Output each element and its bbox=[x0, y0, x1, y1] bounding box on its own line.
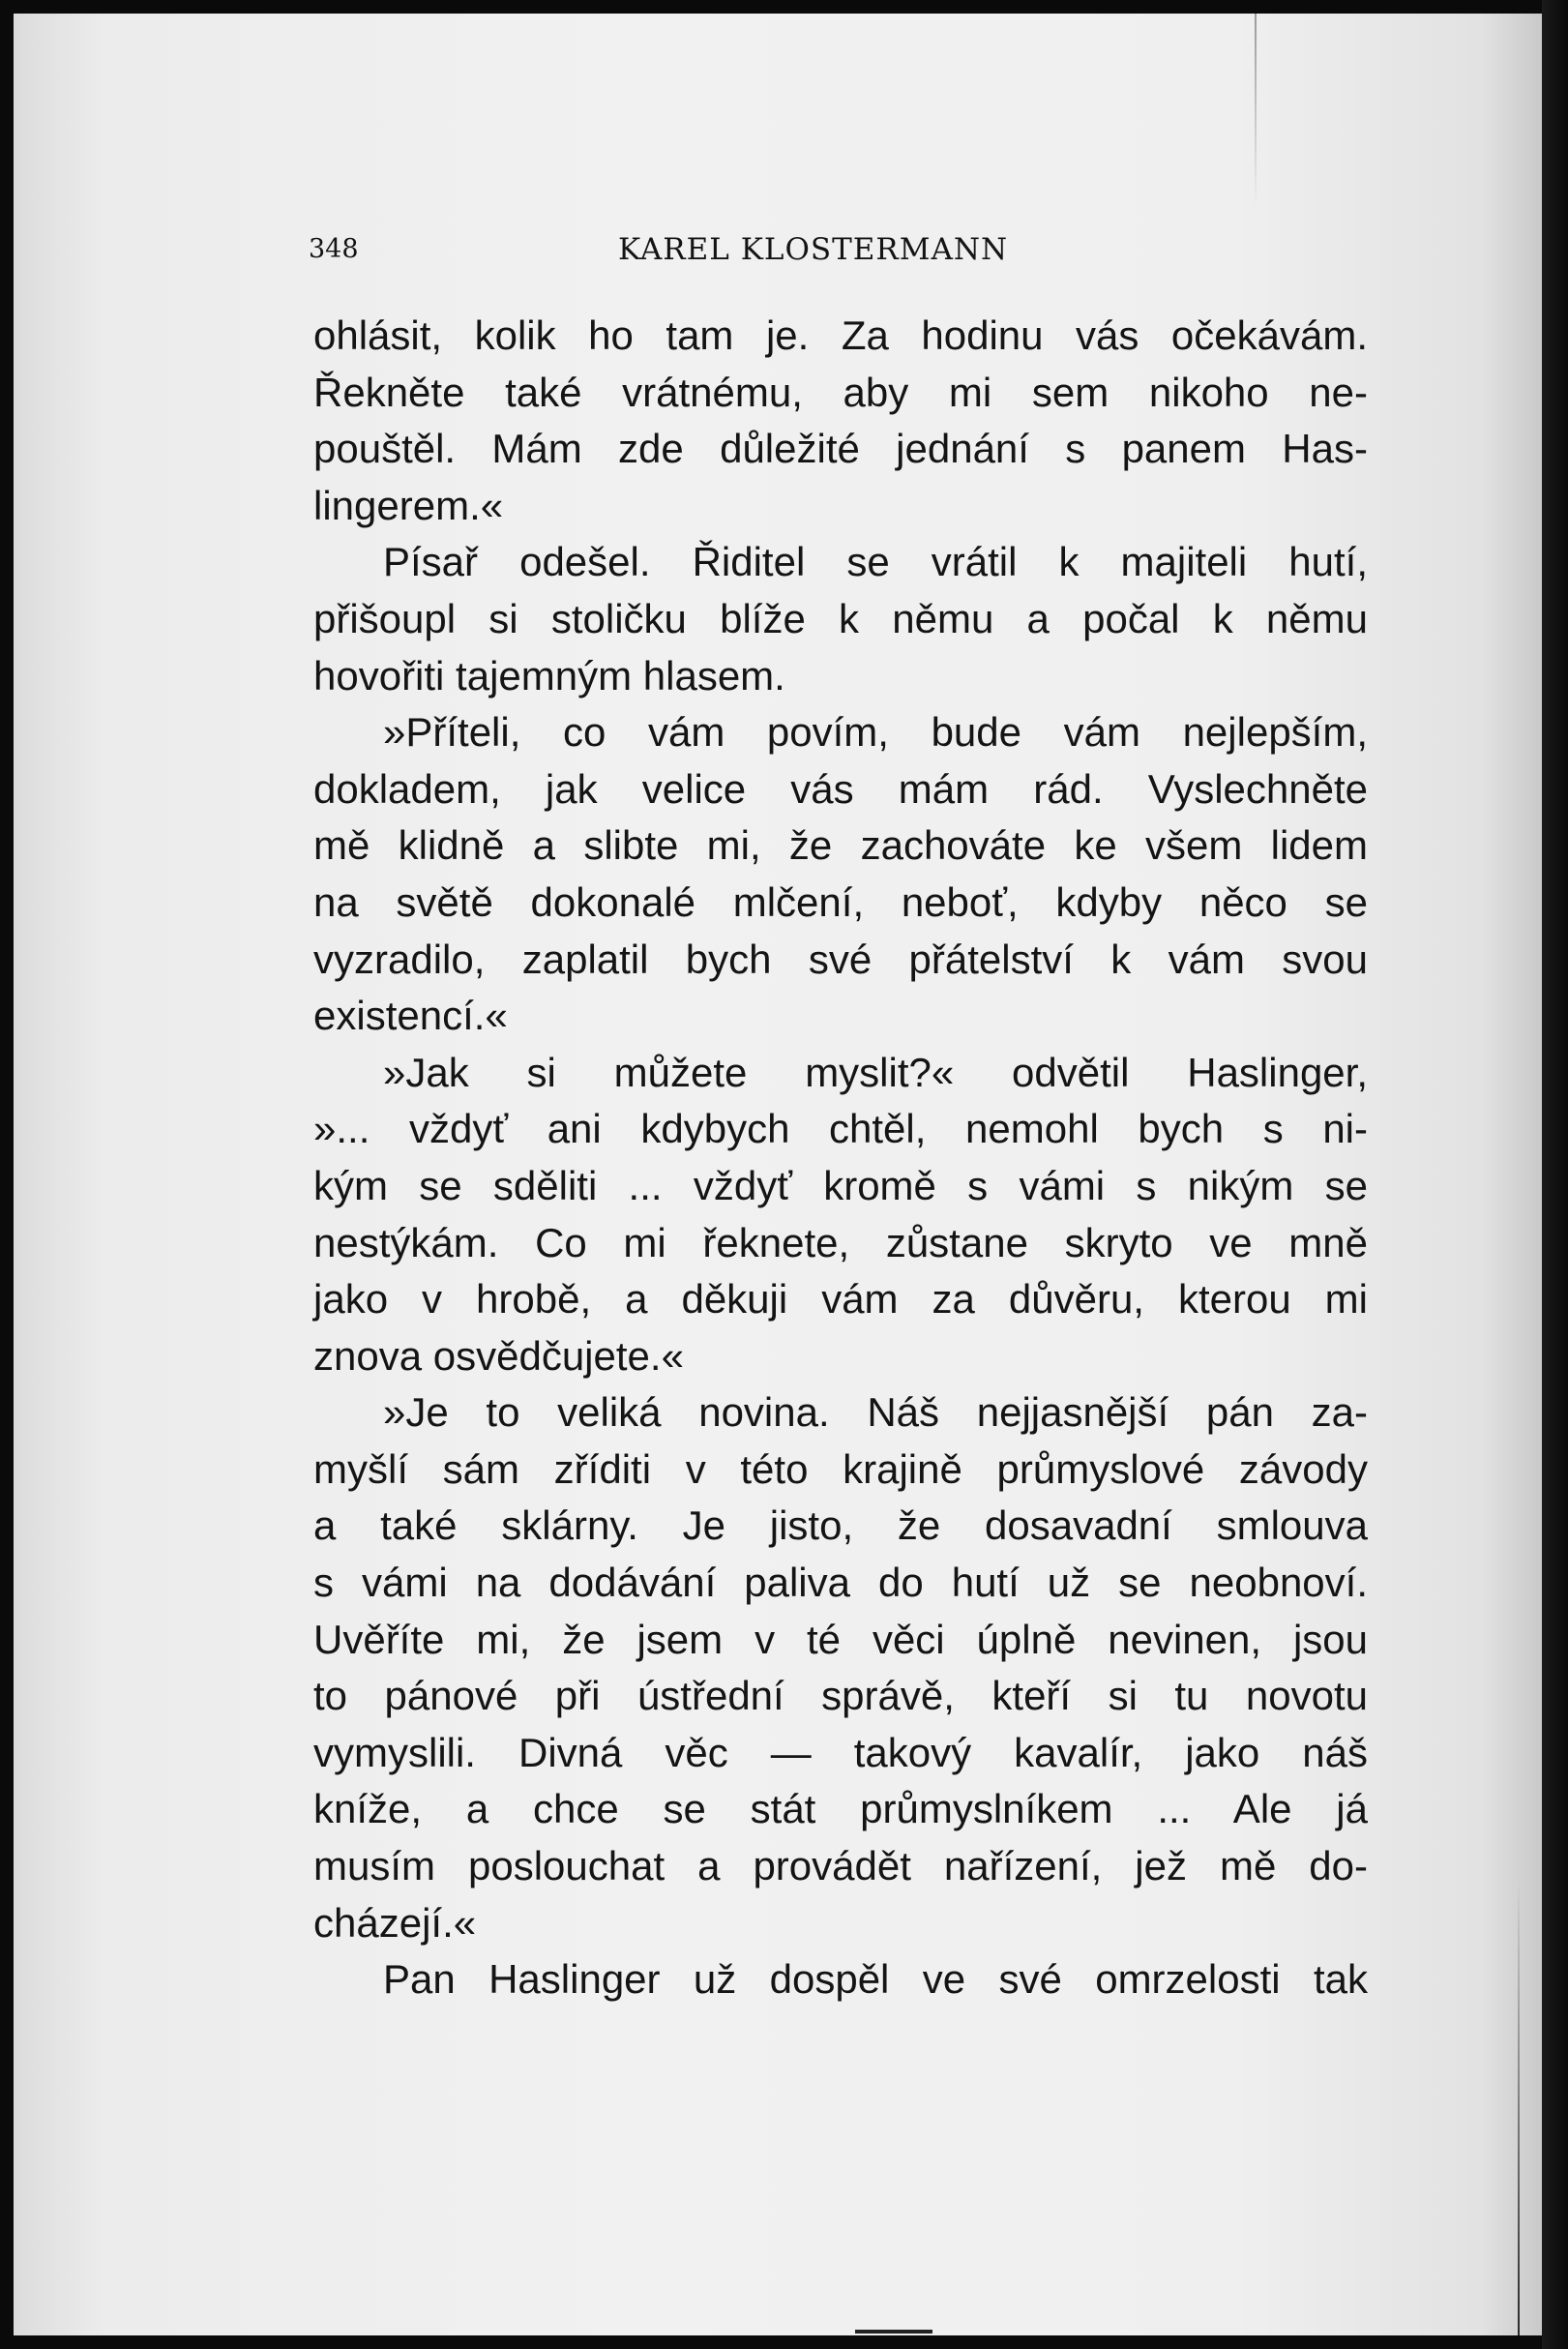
page-number: 348 bbox=[309, 234, 359, 264]
text-line: dokladem, jak velice vás mám rád. Vyslechněte bbox=[313, 765, 1368, 812]
text-line: kým se sděliti ... vždyť kromě s vámi s nikým se bbox=[313, 1162, 1368, 1208]
text-line: Pan Haslinger už dospěl ve své omrzelosti tak bbox=[383, 1956, 1368, 2003]
running-title: KAREL KLOSTERMANN bbox=[618, 232, 1009, 267]
text-line: myšlí sám zříditi v této krajině průmyslové závody bbox=[313, 1445, 1368, 1492]
paragraph bbox=[313, 1384, 1368, 1951]
text-line: kníže, a chce se stát průmyslníkem ... Ale já bbox=[313, 1786, 1368, 1832]
page-header bbox=[294, 228, 1261, 277]
text-line: »... vždyť ani kdybych chtěl, nemohl bych s ni- bbox=[313, 1106, 1368, 1152]
book-page bbox=[14, 14, 1542, 2335]
text-line: jako v hrobě, a děkuji vám za důvěru, kterou mi bbox=[313, 1276, 1368, 1323]
text-line: lingerem.« bbox=[313, 482, 504, 528]
text-line: nestýkám. Co mi řeknete, zůstane skryto ve mně bbox=[313, 1219, 1368, 1265]
text-line: »Jak si můžete myslit?« odvětil Haslinger, bbox=[383, 1049, 1368, 1095]
text-line: Uvěříte mi, že jsem v té věci úplně nevinen, jsou bbox=[313, 1616, 1368, 1662]
paragraph bbox=[313, 308, 1368, 534]
paragraph bbox=[313, 1045, 1368, 1385]
paper-crease-lower bbox=[1518, 1881, 1520, 2335]
text-line: přišoupl si stoličku blíže k němu a počal k němu bbox=[313, 595, 1368, 641]
text-line: mě klidně a slibte mi, že zachováte ke všem lidem bbox=[313, 822, 1368, 869]
text-line: existencí.« bbox=[313, 993, 508, 1039]
text-line: Řekněte také vrátnému, aby mi sem nikoho ne- bbox=[313, 369, 1368, 415]
text-line: to pánové při ústřední správě, kteří si tu novotu bbox=[313, 1673, 1368, 1719]
text-line: musím poslouchat a provádět nařízení, jež mě do- bbox=[313, 1843, 1368, 1889]
paragraph bbox=[313, 534, 1368, 704]
paper-crease bbox=[1255, 14, 1257, 207]
paragraph bbox=[313, 1951, 1368, 2008]
text-line: vyzradilo, zaplatil bych své přátelství k vám svou bbox=[313, 936, 1368, 982]
text-line: na světě dokonalé mlčení, neboť, kdyby něco se bbox=[313, 878, 1368, 925]
text-line: hovořiti tajemným hlasem. bbox=[313, 652, 785, 699]
scan-artifact bbox=[855, 2330, 932, 2334]
body-text bbox=[313, 308, 1368, 2008]
text-line: pouštěl. Mám zde důležité jednání s panem Has- bbox=[313, 426, 1368, 472]
text-line: Písař odešel. Řiditel se vrátil k majiteli hutí, bbox=[383, 539, 1368, 585]
text-line: »Je to veliká novina. Náš nejjasnější pán za- bbox=[383, 1389, 1368, 1436]
text-line: s vámi na dodávání paliva do hutí už se neobnoví. bbox=[313, 1560, 1368, 1606]
text-line: cházejí.« bbox=[313, 1899, 477, 1946]
paragraph bbox=[313, 704, 1368, 1045]
text-line: »Příteli, co vám povím, bude vám nejlepším, bbox=[383, 709, 1368, 756]
text-line: a také sklárny. Je jisto, že dosavadní smlouva bbox=[313, 1502, 1368, 1549]
text-line: vymyslili. Divná věc — takový kavalír, jako náš bbox=[313, 1729, 1368, 1775]
text-line: ohlásit, kolik ho tam je. Za hodinu vás očekávám. bbox=[313, 312, 1368, 358]
text-line: znova osvědčujete.« bbox=[313, 1332, 684, 1379]
page-edge-shadow bbox=[1542, 0, 1568, 2349]
